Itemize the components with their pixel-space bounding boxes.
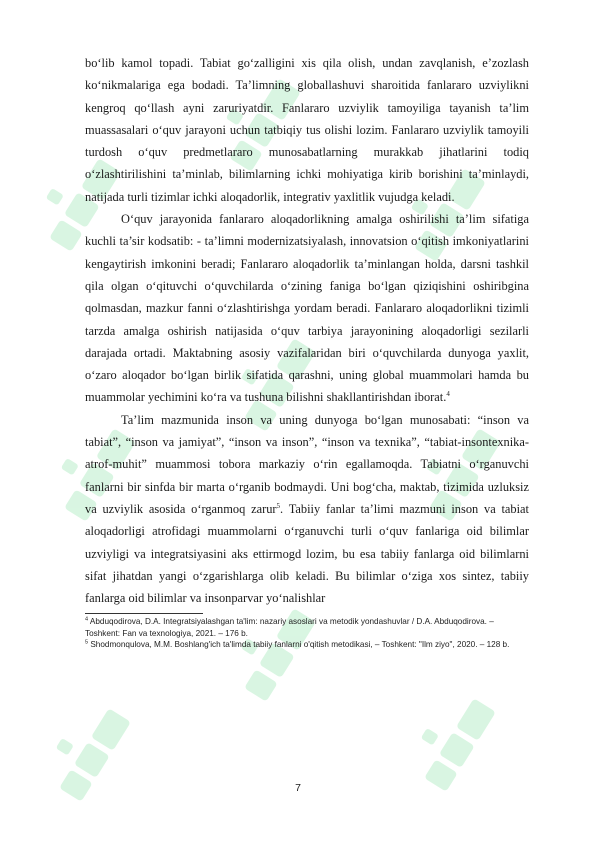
footnote-separator [85, 613, 203, 614]
footnote-reference[interactable]: 4 [446, 390, 450, 399]
document-body [85, 52, 529, 650]
paragraph-text: Ta’lim mazmunida inson va uning dunyoga bo‘lgan munosabati: “inson va tabiat”, “inson va jamiyat”, “inson va inson”, “inson va texnika”, “tabiat-insontexnika-atrof-muhit” muammosi tobora markaziy o‘rin egallamoqda. Tabiatni o‘rganuvchi fanlarni bir sinfda bir marta o‘rganib bodmaydi. Uni bog‘cha, maktab, tizimida uzluksiz va uzviylik asosida o‘rganmoq zarur [85, 412, 529, 516]
footnote-number: 5 [85, 639, 89, 646]
paragraph-text: O‘quv jarayonida fanlararo aloqadorlikning amalga oshirilishi ta’lim sifatiga kuchli ta’sir kodsatib: - ta’limni modernizatsiyalash, innovatsion o‘qitish imkoniyatlarini kengaytirish imkonini beradi; Fanlararo aloqadorlik ta’minlangan holda, darsni tashkil qila olgan o‘qituvchi o‘quvchilarda o‘zining faniga bo‘lgan qiziqishini oshiribgina qolmasdan, mazkur fanni o‘zlashtirishga yordam beradi. Fanlararo aloqadorlikni tizimli tarzda amalga oshirish natijasida o‘quv tarbiya jarayonining aloqadorligi sezilarli darajada ortadi. Maktabning asosiy vazifalaridan biri o‘quvchilarda dunyoga yaxlit, o‘zaro aloqador bo‘lgan birlik sifatida qarashni, uning global muammolari hamda bu muammolar yechimini ko‘ra va tushuna bilishni shakllantirishdan iborat. [85, 212, 529, 405]
footnote [85, 639, 529, 650]
footnote-number: 4 [85, 616, 89, 623]
paragraph [85, 52, 529, 208]
paragraph-text: . Tabiiy fanlar ta’limi mazmuni inson va tabiat aloqadorligi atrofidagi muammolarni o‘rganuvchi turli o‘quv fanlariga oid bilimlar uzviyligi va integratsiyasini aks ettirmogd lozim, bu esa tabiiy fanlarga oid bilimlarni sifat jihatdan yangi o‘zgarishlarga olib keladi. Bu bilimlar o‘ziga xos sintez, tabiiy fanlarga oid bilimlar va insonparvar yo‘nalishlar [85, 501, 529, 606]
page-number: 7 [295, 782, 301, 794]
footnote-reference[interactable]: 5 [276, 501, 281, 510]
paragraph [85, 409, 529, 610]
footnote [85, 616, 529, 638]
footnote-text: Shodmonqulova, M.M. Boshlang'ich ta'limda tabiiy fanlarni o'qitish metodikasi, – Toshkent: "Ilm ziyo", 2020. – 128 b. [88, 639, 510, 649]
paragraph-container [85, 52, 529, 609]
footnote-text: Abduqodirova, D.A. Integratsiyalashgan ta'lim: nazariy asoslari va metodik yondashuvlar / D.A. Abduqodirova. – Toshkent: Fan va texnologiya, 2021. – 176 b. [85, 617, 494, 638]
paragraph-text: bo‘lib kamol topadi. Tabiat go‘zalligini xis qila olish, undan zavqlanish, e’zozlash ko‘nikmalariga ega bodadi. Ta’limning globallashuvi sharoitida fanlararo uzviylikni kengroq qo‘llash ayni zaruriyatdir. Fanlararo uzviylik tamoyiliga tayanish ta’lim muassasalari o‘quv jarayoni uchun tatbiqiy tus olishi lozim. Fanlararo uzviylik tamoyili turdosh o‘quv predmetlararo munosabatlarning murakkab jihatlarini todiq o‘zlashtirilishini ta’minlab, bilimlarning ichki mohiyatiga kirib borishini ta’minlaydi, natijada turli tizimlar ichki aloqadorlik, integrativ yaxlitlik vujudga keladi. [85, 56, 529, 204]
paragraph [85, 208, 529, 409]
footnotes [85, 616, 529, 650]
